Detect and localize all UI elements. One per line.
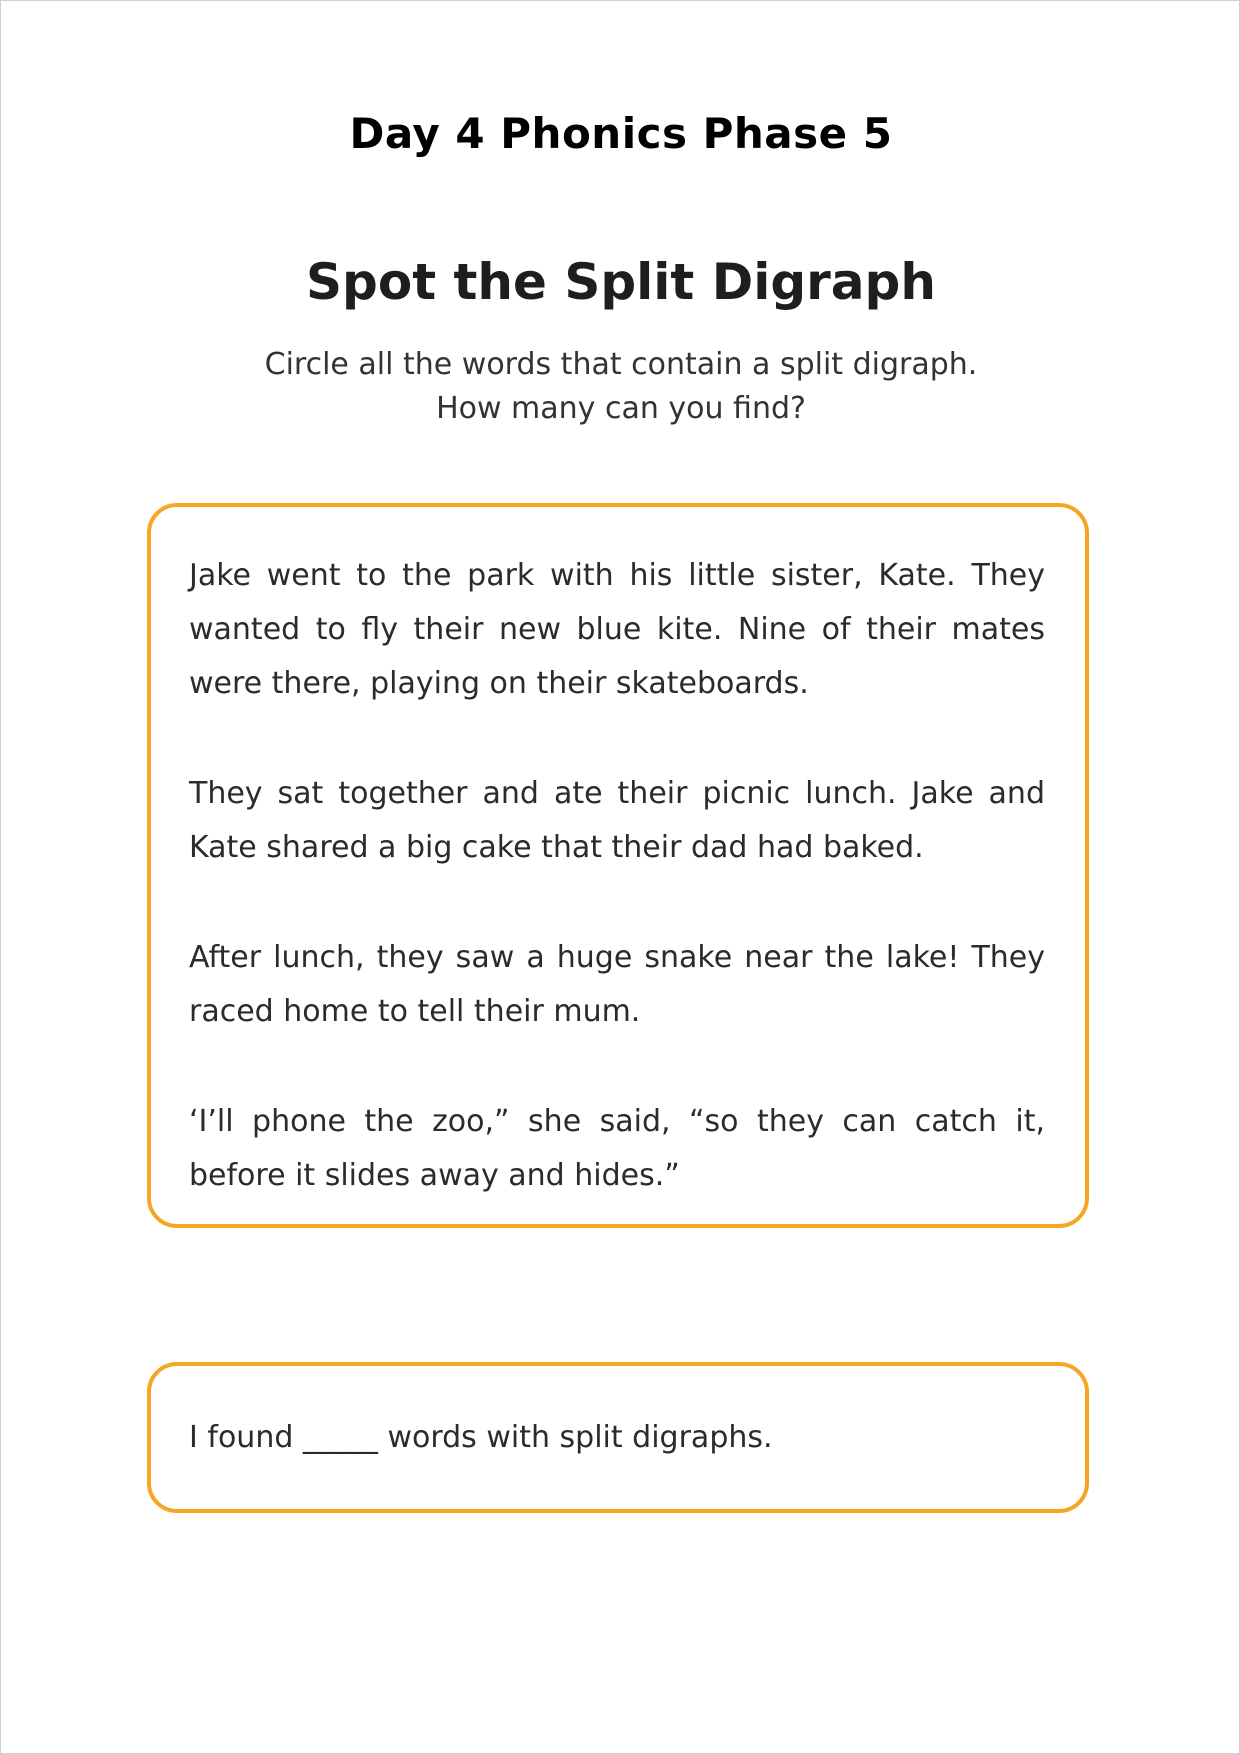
- answer-box: [147, 1362, 1089, 1513]
- answer-sentence: I found _____ words with split digraphs.: [189, 1420, 773, 1455]
- story-paragraph-3: After lunch, they saw a huge snake near the lake! They raced home to tell their mum.: [189, 940, 1045, 1029]
- story-box: [147, 503, 1089, 1228]
- story-paragraph-1: Jake went to the park with his little sister, Kate. They wanted to fly their new blue kite. Nine of their mates were there, playing on their skateboards.: [189, 558, 1045, 701]
- story-paragraph-2: They sat together and ate their picnic lunch. Jake and Kate shared a big cake that their dad had baked.: [189, 776, 1045, 865]
- worksheet-title: Spot the Split Digraph: [306, 253, 936, 311]
- story-paragraph-4: ‘I’ll phone the zoo,” she said, “so they can catch it, before it slides away and hides.”: [189, 1104, 1045, 1193]
- instruction-line-1: Circle all the words that contain a split digraph.: [264, 347, 978, 382]
- day-title: Day 4 Phonics Phase 5: [349, 109, 893, 158]
- instructions: [1, 343, 1240, 431]
- instruction-line-2: How many can you find?: [436, 391, 806, 426]
